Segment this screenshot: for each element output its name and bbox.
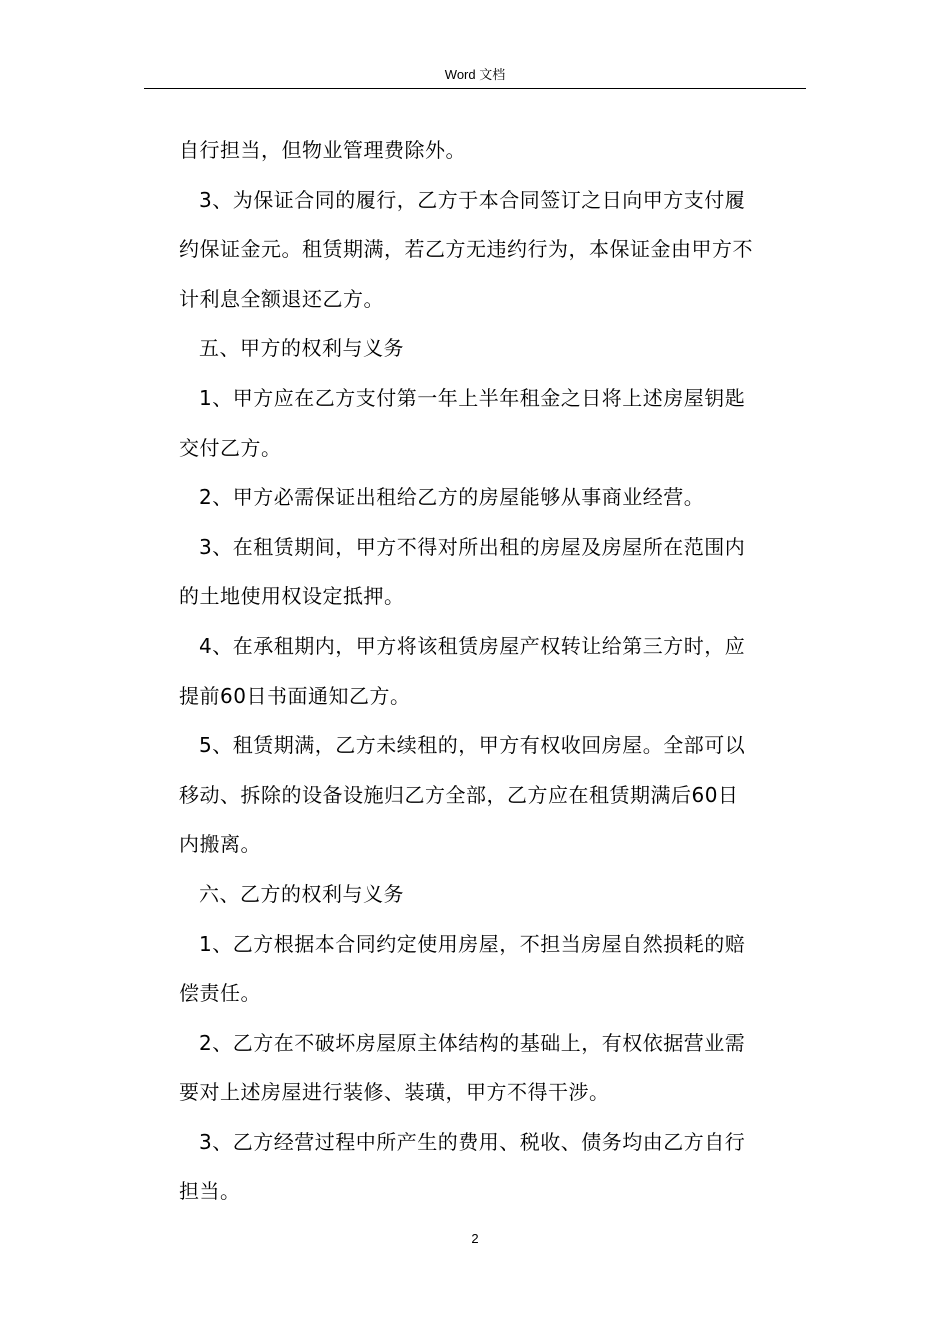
page-number: 2	[471, 1231, 479, 1246]
section-heading: 五、甲方的权利与义务	[199, 336, 404, 361]
clause-text-line: 1、甲方应在乙方支付第一年上半年租金之日将上述房屋钥匙	[199, 385, 746, 410]
text-line: 担当。	[179, 1179, 241, 1204]
text-line: 偿责任。	[179, 981, 261, 1006]
text-line: 自行担当，但物业管理费除外。	[179, 138, 466, 162]
clause-text-line: 4、在承租期内，甲方将该租赁房屋产权转让给第三方时，应	[199, 633, 746, 658]
text-line: 约保证金元。租赁期满，若乙方无违约行为，本保证金由甲方不	[179, 237, 753, 262]
document-body	[179, 126, 806, 1217]
clause-text-line: 2、甲方必需保证出租给乙方的房屋能够从事商业经营。	[199, 485, 705, 510]
clause-text-line: 3、在租赁期间，甲方不得对所出租的房屋及房屋所在范围内	[199, 534, 746, 559]
text-line: 交付乙方。	[179, 435, 282, 460]
clause-text-line: 1、乙方根据本合同约定使用房屋，不担当房屋自然损耗的赔	[199, 931, 746, 956]
clause-text-line: 2、乙方在不破坏房屋原主体结构的基础上，有权依据营业需	[199, 1030, 746, 1055]
section-heading: 六、乙方的权利与义务	[199, 881, 404, 906]
clause-text-line: 3、为保证合同的履行，乙方于本合同签订之日向甲方支付履	[199, 187, 746, 212]
clause-text-line: 5、租赁期满，乙方未续租的，甲方有权收回房屋。全部可以	[199, 733, 746, 758]
text-line: 的土地使用权设定抵押。	[179, 584, 405, 609]
clause-text-line: 3、乙方经营过程中所产生的费用、税收、债务均由乙方自行	[199, 1129, 746, 1154]
page-header: Word 文档	[444, 67, 506, 82]
text-line: 内搬离。	[179, 832, 261, 857]
header-divider	[144, 88, 806, 89]
text-line: 要对上述房屋进行装修、装璜，甲方不得干涉。	[179, 1080, 610, 1105]
text-line: 计利息全额退还乙方。	[179, 286, 384, 311]
text-line: 提前60日书面通知乙方。	[179, 683, 411, 708]
text-line: 移动、拆除的设备设施归乙方全部，乙方应在租赁期满后60日	[179, 782, 739, 807]
